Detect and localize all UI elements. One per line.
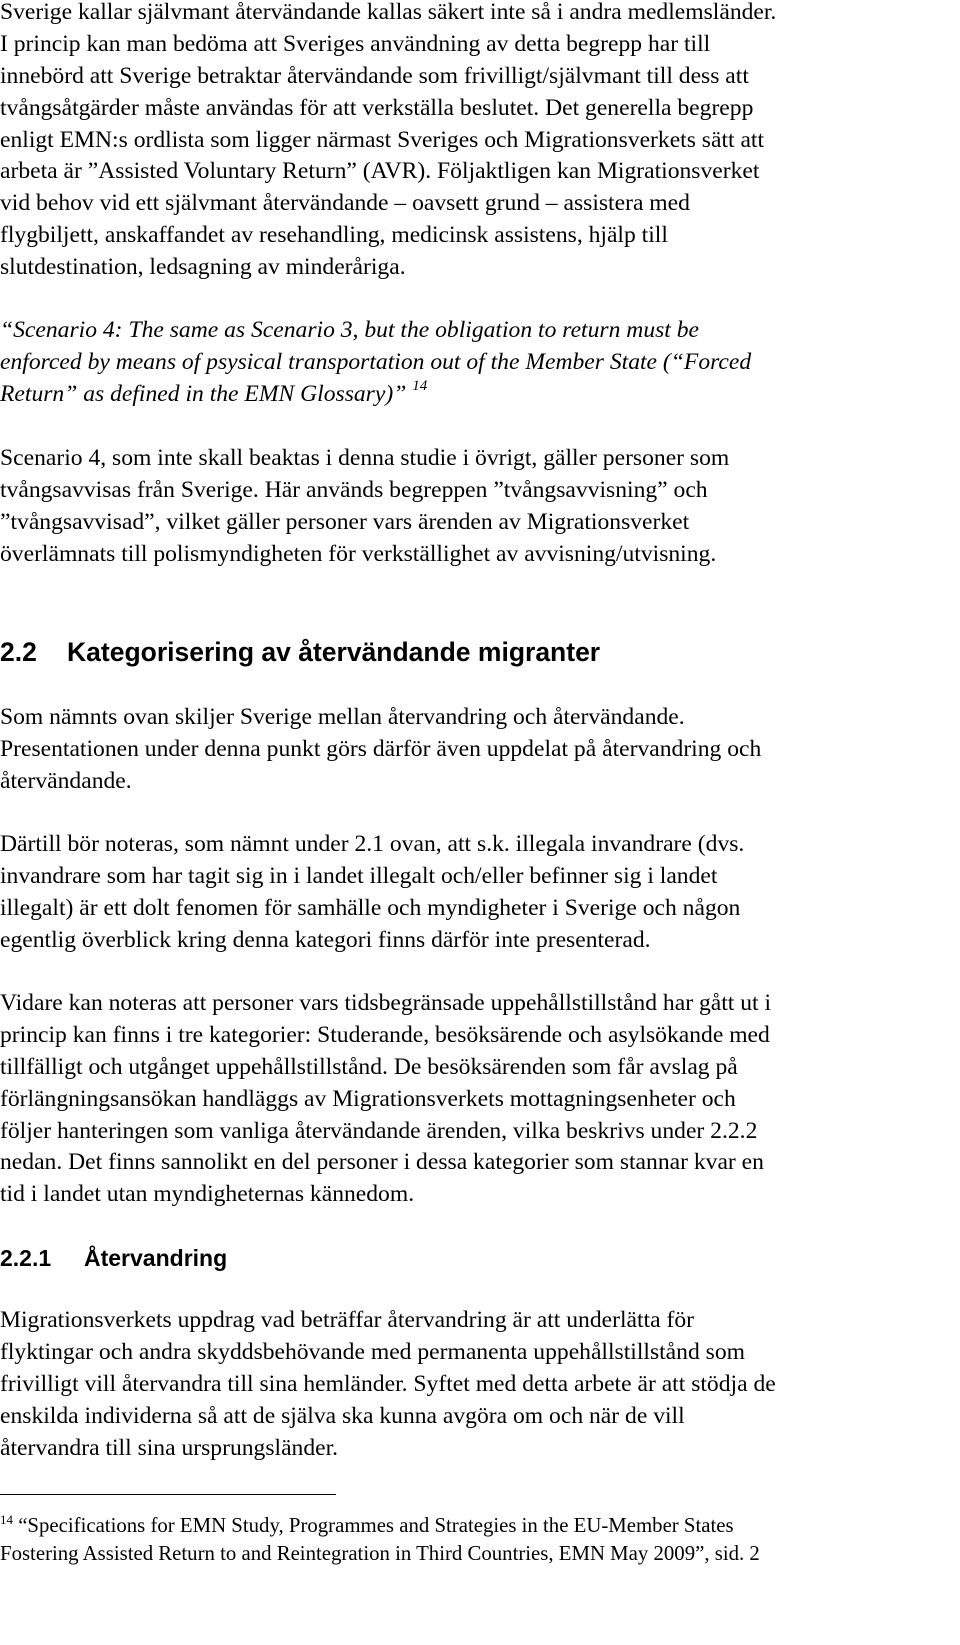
text-line: vid behov vid ett självmant återvändande – oavsett grund – assistera med	[0, 190, 690, 217]
scenario-quote	[0, 315, 956, 411]
text-line: princip kan finns i tre kategorier: Studerande, besöksärende och asylsökande med	[0, 1021, 770, 1048]
footnote-line	[0, 1512, 956, 1540]
text-line: flygbiljett, anskaffandet av resehandling, medicinsk assistens, hjälp till	[0, 222, 668, 249]
text-line: I princip kan man bedöma att Sveriges användning av detta begrepp har till	[0, 30, 711, 57]
text-line: Presentationen under denna punkt görs därför även uppdelat på återvandring och	[0, 735, 762, 762]
text-line: förlängningsansökan handläggs av Migrationsverkets mottagningsenheter och	[0, 1085, 736, 1112]
footnote	[0, 1512, 956, 1568]
text-line: överlämnats till polismyndigheten för verkställighet av avvisning/utvisning.	[0, 540, 717, 567]
footnote-line: Fostering Assisted Return to and Reintegration in Third Countries, EMN May 2009”, sid. 2	[0, 1542, 760, 1565]
text-line: ”tvångsavvisad”, vilket gäller personer vars ärenden av Migrationsverket	[0, 508, 690, 535]
section-title: Återvandring	[84, 1245, 228, 1271]
text-line: enskilda individerna så att de själva ska kunna avgöra om och när de vill	[0, 1402, 685, 1429]
text-line: invandrare som har tagit sig in i landet illegalt och/eller befinner sig i landet	[0, 862, 718, 889]
text-line: Migrationsverkets uppdrag vad beträffar återvandring är att underlätta för	[0, 1307, 694, 1333]
text-line: egentlig överblick kring denna kategori finns därför inte presenterad.	[0, 926, 651, 953]
text-line: tid i landet utan myndigheternas kännedom.	[0, 1181, 415, 1208]
text-line: återvandra till sina ursprungsländer.	[0, 1434, 339, 1461]
footnote-separator	[0, 1494, 336, 1495]
quote-line-text: Return” as defined in the EMN Glossary)”	[0, 380, 407, 407]
text-line: arbeta är ”Assisted Voluntary Return” (AVR). Följaktligen kan Migrationsverket	[0, 158, 760, 185]
text-line: enligt EMN:s ordlista som ligger närmast Sveriges och Migrationsverkets sätt att	[0, 126, 765, 153]
section-number: 2.2	[0, 637, 37, 667]
section-heading-2-2-1	[0, 1247, 227, 1270]
footnote-text: “Specifications for EMN Study, Programmes and Strategies in the EU-Member States	[18, 1514, 734, 1537]
text-line: flyktingar och andra skyddsbehövande med permanenta uppehållstillstånd som	[0, 1338, 745, 1365]
text-line: slutdestination, ledsagning av minderåriga.	[0, 254, 406, 281]
quote-line	[0, 379, 956, 411]
text-line: Sverige kallar självmant återvändande kallas säkert inte så i andra medlemsländer.	[0, 0, 777, 25]
text-line: nedan. Det finns sannolikt en del personer i dessa kategorier som stannar kvar en	[0, 1149, 764, 1176]
footnote-reference[interactable]: 14	[412, 377, 428, 394]
text-line: tvångsavvisas från Sverige. Här används begreppen ”tvångsavvisning” och	[0, 476, 708, 503]
paragraph-illegal-immigrants	[0, 829, 956, 957]
text-line: Som nämnts ovan skiljer Sverige mellan återvandring och återvändande.	[0, 704, 685, 730]
quote-line: enforced by means of psysical transportation out of the Member State (“Forced	[0, 348, 752, 375]
text-line: Vidare kan noteras att personer vars tidsbegränsade uppehållstillstånd har gått ut i	[0, 990, 772, 1016]
section-title: Kategorisering av återvändande migranter	[67, 637, 601, 667]
text-line: följer hanteringen som vanliga återvändande ärenden, vilka beskrivs under 2.2.2	[0, 1117, 758, 1144]
paragraph-categories-intro	[0, 702, 956, 798]
text-line: tvångsåtgärder måste användas för att verkställa beslutet. Det generella begrepp	[0, 94, 754, 121]
text-line: tillfälligt och utgånget uppehållstillstånd. De besöksärenden som får avslag på	[0, 1053, 738, 1080]
text-line: illegalt) är ett dolt fenomen för samhälle och myndigheter i Sverige och någon	[0, 894, 741, 921]
paragraph-avr	[0, 0, 956, 284]
quote-line: “Scenario 4: The same as Scenario 3, but the obligation to return must be	[0, 317, 700, 343]
text-line: Därtill bör noteras, som nämnt under 2.1 ovan, att s.k. illegala invandrare (dvs.	[0, 831, 745, 857]
section-number: 2.2.1	[0, 1245, 52, 1271]
paragraph-return-migration	[0, 1305, 956, 1464]
paragraph-scenario-4	[0, 443, 956, 571]
section-heading-2-2	[0, 639, 600, 666]
paragraph-expired-permits	[0, 988, 956, 1211]
footnote-mark: 14	[0, 1512, 13, 1528]
text-line: Scenario 4, som inte skall beaktas i denna studie i övrigt, gäller personer som	[0, 445, 730, 471]
text-line: frivilligt vill återvandra till sina hemländer. Syftet med detta arbete är att stödja de	[0, 1370, 776, 1397]
text-line: innebörd att Sverige betraktar återvändande som frivilligt/självmant till dess att	[0, 62, 749, 89]
text-line: återvändande.	[0, 767, 132, 794]
